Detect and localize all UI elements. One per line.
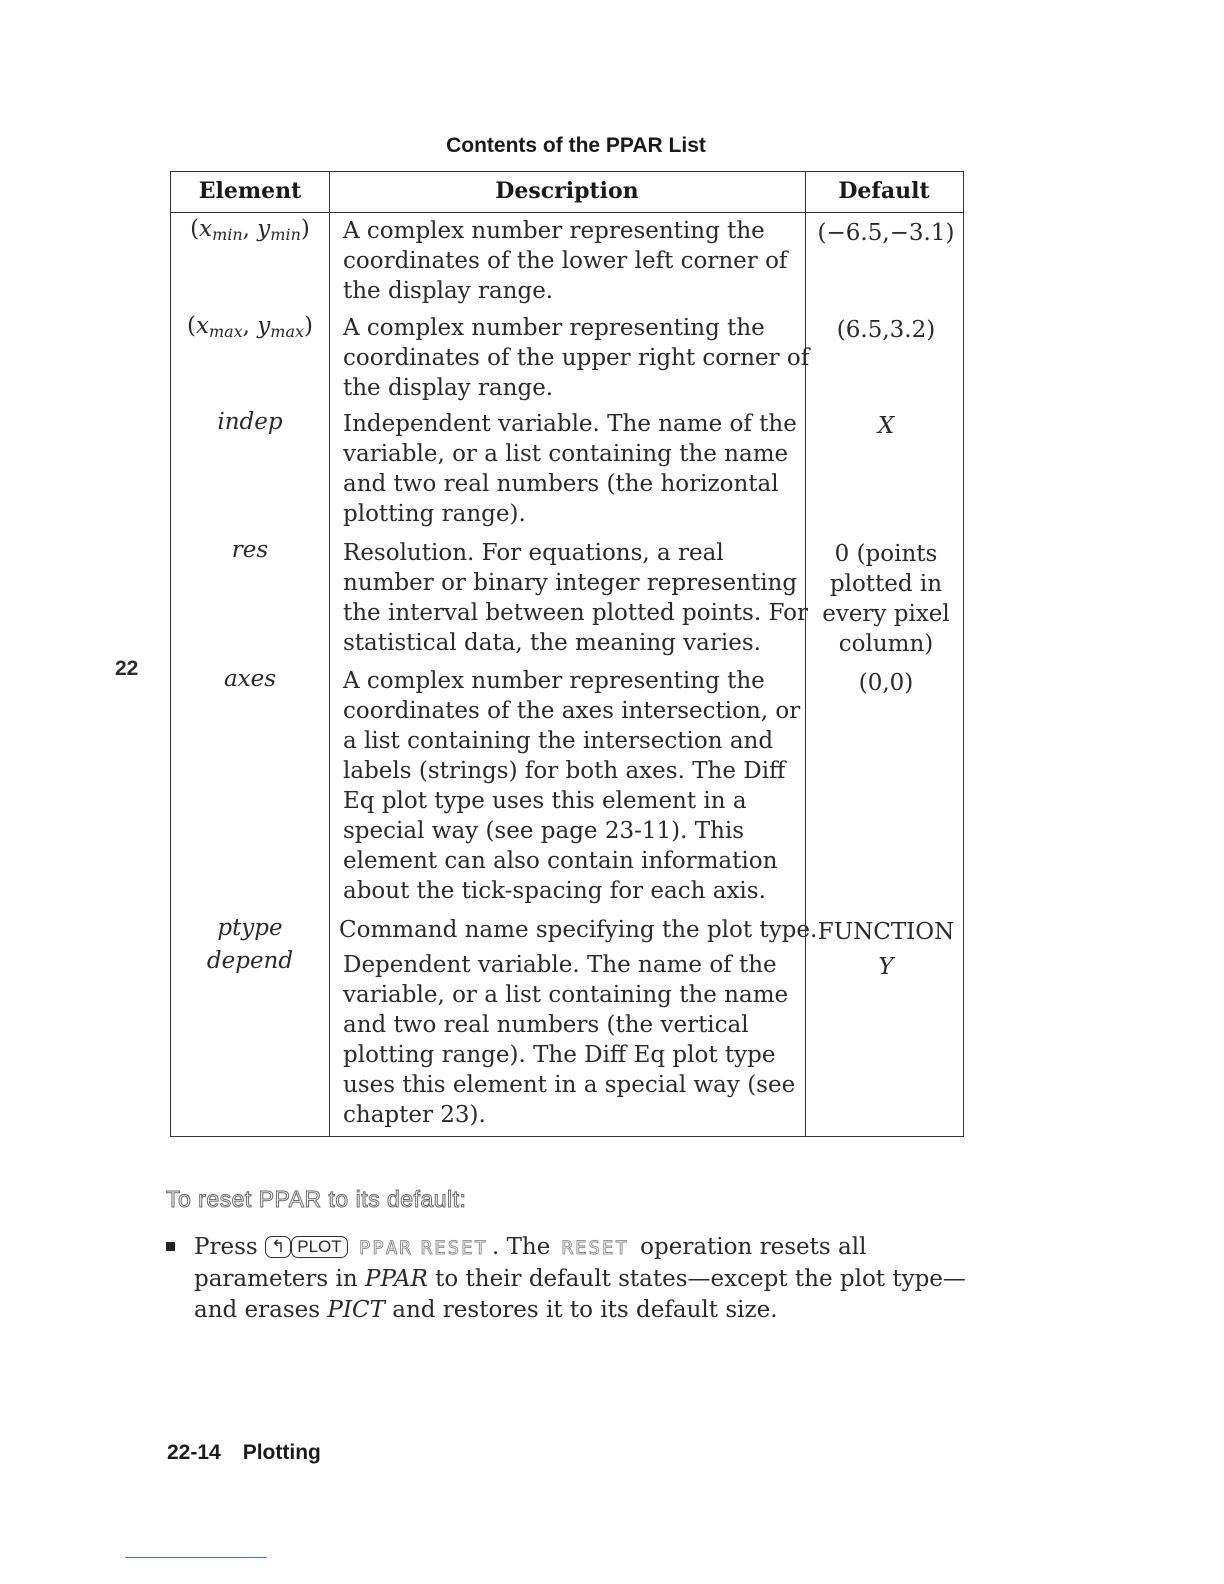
default-depend: Y bbox=[878, 954, 894, 980]
default-xmax-ymax: (6.5,3.2) bbox=[836, 317, 936, 343]
default-ptype: FUNCTION bbox=[817, 919, 955, 945]
description-axes: A complex number representing the coordinates of the axes intersection, or a list containing the intersection and labels (strings) for both axes. The Diff Eq plot type uses this element in a special way (see page 23-11). This element can also contain information about the tick-spacing for each axis. bbox=[343, 668, 801, 904]
description-ptype: Command name specifying the plot type. bbox=[339, 917, 818, 943]
default-res: 0 (points plotted in every pixel column) bbox=[822, 541, 950, 657]
table-title: Contents of the PPAR List bbox=[446, 134, 706, 157]
page-footer bbox=[167, 1441, 321, 1465]
element-axes: axes bbox=[223, 666, 277, 692]
element-depend: depend bbox=[206, 948, 294, 974]
chapter-tab-number: 22 bbox=[115, 657, 139, 680]
description-xmin-ymin: A complex number representing the coordinates of the lower left corner of the display range. bbox=[343, 218, 788, 304]
reset-heading: To reset PPAR to its default: bbox=[166, 1186, 467, 1212]
column-divider bbox=[329, 172, 330, 1136]
bottom-rule bbox=[125, 1557, 267, 1558]
description-xmax-ymax: A complex number representing the coordinates of the upper right corner of the display range. bbox=[343, 315, 810, 401]
default-axes: (0,0) bbox=[858, 670, 914, 696]
element-xmin-ymin: ($x_{min}$, $y_{min}$) bbox=[190, 216, 310, 244]
pict-word: PICT bbox=[327, 1297, 385, 1323]
reset-instructions: Press ↰ PLOT PPAR RESET . The RESET operation resets all parameters in PPAR to their default states—except the plot type—and erases PICT and restores it to its default size. bbox=[166, 1232, 966, 1326]
element-ptype: ptype bbox=[217, 915, 283, 941]
default-indep: X bbox=[877, 413, 895, 439]
bullet-icon bbox=[166, 1242, 175, 1251]
reset-softkey-inline: RESET bbox=[561, 1237, 629, 1259]
ppar-word: PPAR bbox=[365, 1266, 428, 1292]
plot-key: PLOT bbox=[291, 1236, 347, 1258]
header-description: Description bbox=[495, 178, 639, 204]
ppar-softkey: PPAR bbox=[358, 1237, 413, 1259]
header-rule bbox=[171, 212, 963, 213]
element-indep: indep bbox=[217, 409, 283, 435]
element-res: res bbox=[231, 537, 269, 563]
default-xmin-ymin: (−6.5,−3.1) bbox=[817, 220, 955, 246]
ppar-table bbox=[170, 171, 964, 1137]
description-indep: Independent variable. The name of the variable, or a list containing the name and two real numbers (the horizontal plotting range). bbox=[343, 411, 797, 527]
description-res: Resolution. For equations, a real number or binary integer representing the interval between plotted points. For statistical data, the meaning varies. bbox=[343, 540, 808, 656]
section-name: Plotting bbox=[242, 1441, 321, 1464]
reset-softkey: RESET bbox=[420, 1237, 488, 1259]
left-shift-key: ↰ bbox=[265, 1236, 291, 1258]
header-element: Element bbox=[198, 178, 302, 204]
header-default: Default bbox=[838, 178, 930, 204]
description-depend: Dependent variable. The name of the variable, or a list containing the name and two real numbers (the vertical plotting range). The Diff Eq plot type uses this element in a special way (see chapter 23). bbox=[343, 952, 796, 1128]
element-xmax-ymax: ($x_{max}$, $y_{max}$) bbox=[186, 313, 314, 341]
page-number: 22-14 bbox=[167, 1441, 221, 1464]
press-text: Press bbox=[194, 1234, 258, 1260]
